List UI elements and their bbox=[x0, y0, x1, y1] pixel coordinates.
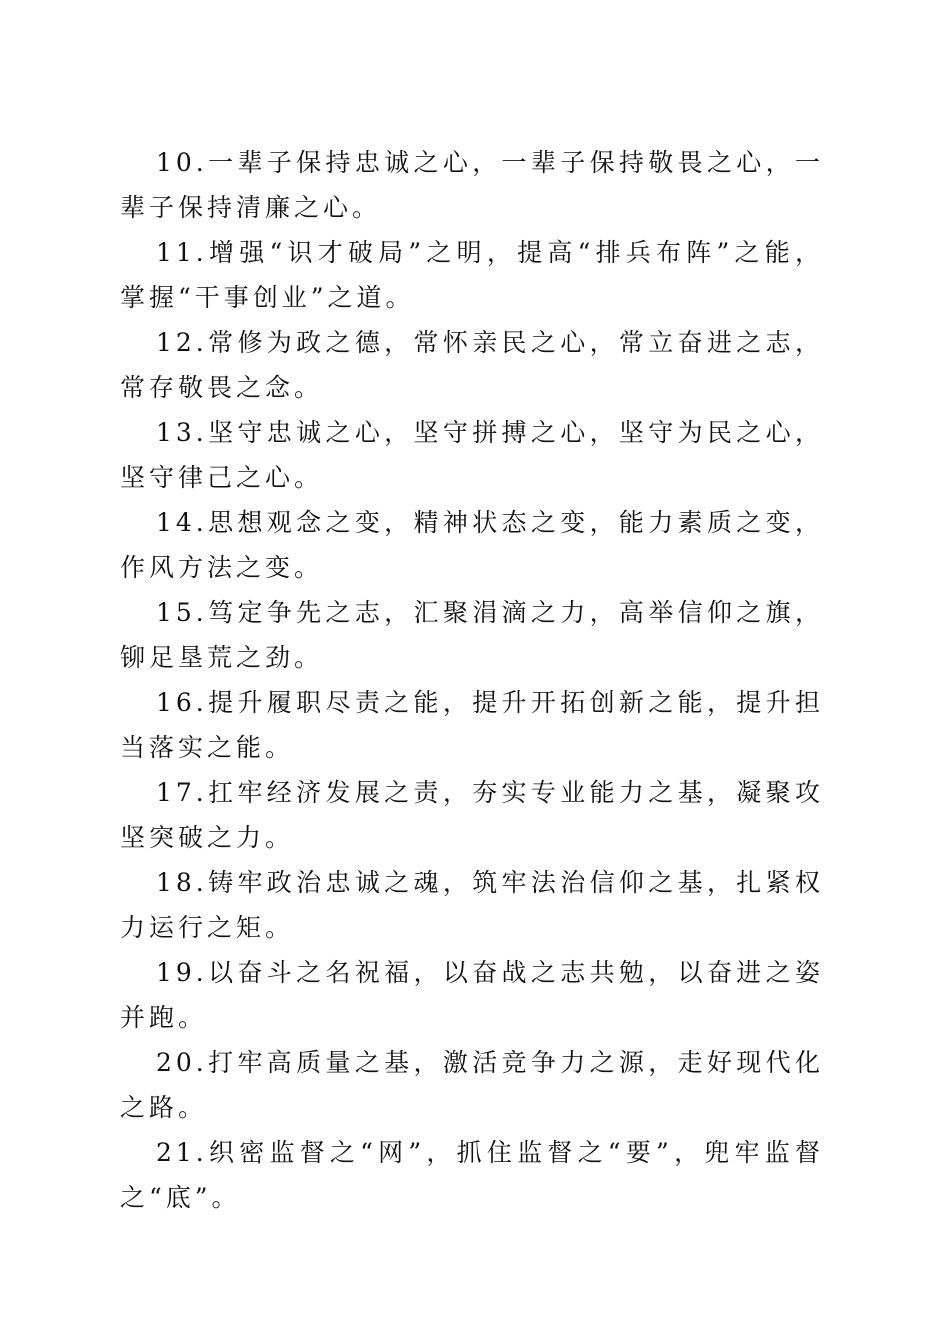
paragraph-11: 11.增强“识才破局”之明，提高“排兵布阵”之能，掌握“干事创业”之道。 bbox=[120, 238, 824, 312]
paragraph-17: 17.扛牢经济发展之责，夯实专业能力之基，凝聚攻坚突破之力。 bbox=[120, 778, 824, 852]
paragraph-14: 14.思想观念之变，精神状态之变，能力素质之变，作风方法之变。 bbox=[120, 508, 824, 582]
paragraph-13: 13.坚守忠诚之心，坚守拼搏之心，坚守为民之心，坚守律己之心。 bbox=[120, 418, 824, 492]
paragraph-19: 19.以奋斗之名祝福，以奋战之志共勉，以奋进之姿并跑。 bbox=[120, 958, 824, 1032]
document-body bbox=[120, 140, 824, 1220]
paragraph-21: 21.织密监督之“网”，抓住监督之“要”，兜牢监督之“底”。 bbox=[120, 1138, 824, 1212]
paragraph-18: 18.铸牢政治忠诚之魂，筑牢法治信仰之基，扎紧权力运行之矩。 bbox=[120, 868, 824, 942]
paragraph-16: 16.提升履职尽责之能，提升开拓创新之能，提升担当落实之能。 bbox=[120, 688, 824, 762]
paragraph-15: 15.笃定争先之志，汇聚涓滴之力，高举信仰之旗，铆足垦荒之劲。 bbox=[120, 598, 824, 672]
paragraph-12: 12.常修为政之德，常怀亲民之心，常立奋进之志，常存敬畏之念。 bbox=[120, 328, 824, 402]
paragraph-20: 20.打牢高质量之基，激活竞争力之源，走好现代化之路。 bbox=[120, 1048, 824, 1122]
paragraph-10: 10.一辈子保持忠诚之心，一辈子保持敬畏之心，一辈子保持清廉之心。 bbox=[120, 148, 824, 222]
